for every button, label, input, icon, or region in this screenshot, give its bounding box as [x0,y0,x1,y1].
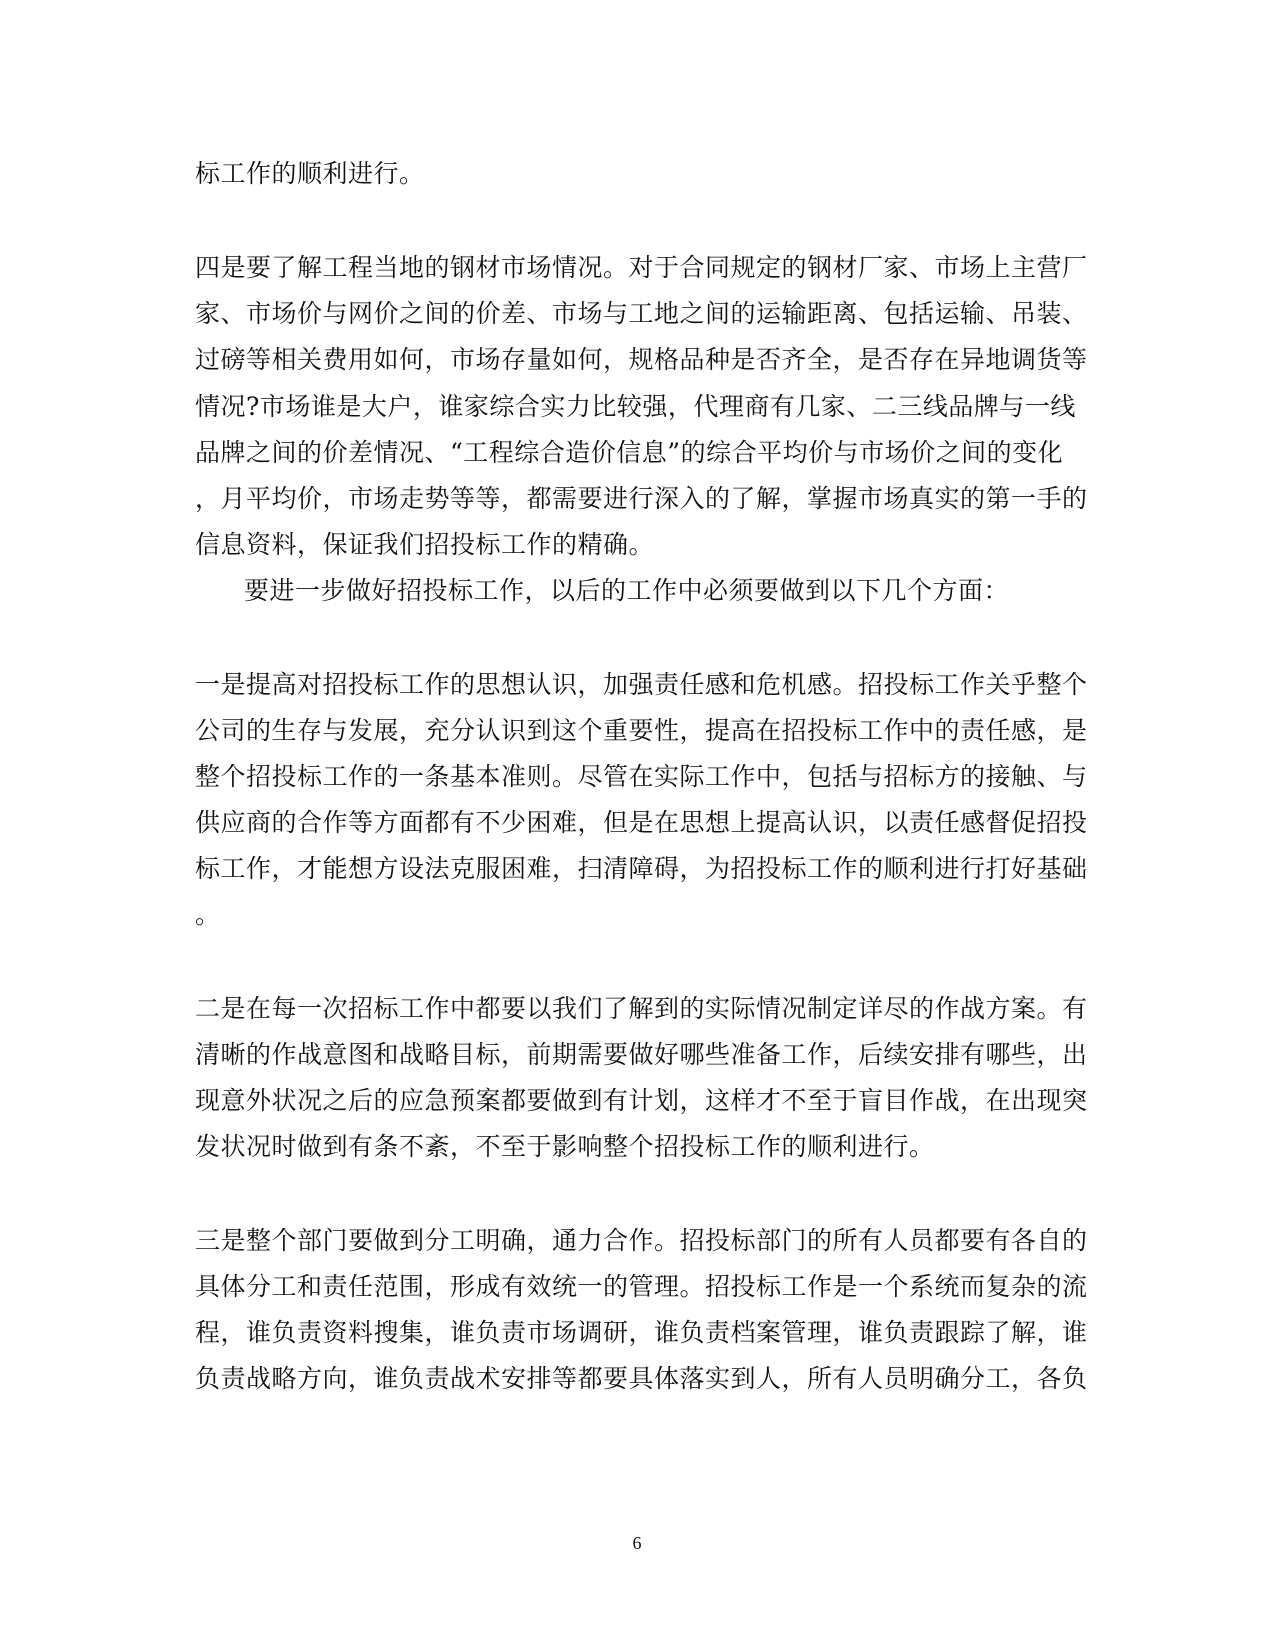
page-number: 6 [632,1533,642,1553]
text-line: 程，谁负责资料搜集，谁负责市场调研，谁负责档案管理，谁负责跟踪了解，谁 [195,1318,1088,1347]
text-line: 具体分工和责任范围，形成有效统一的管理。招投标工作是一个系统而复杂的流 [195,1272,1088,1301]
text-line: 供应商的合作等方面都有不少困难，但是在思想上提高认识，以责任感督促招投 [195,808,1088,837]
text-line: 三是整个部门要做到分工明确，通力合作。招投标部门的所有人员都要有各自的 [195,1226,1088,1255]
text-line: 公司的生存与发展，充分认识到这个重要性，提高在招投标工作中的责任感，是 [195,716,1088,745]
text-line: 过磅等相关费用如何，市场存量如何，规格品种是否齐全，是否存在异地调货等 [195,345,1088,374]
text-line: 品牌之间的价差情况、“工程综合造价信息”的综合平均价与市场价之间的变化 [195,438,1064,467]
text-line: 标工作，才能想方设法克服困难，扫清障碍，为招投标工作的顺利进行打好基础 [195,854,1088,883]
text-line: 清晰的作战意图和战略目标，前期需要做好哪些准备工作，后续安排有哪些，出 [195,1040,1088,1069]
text-line: 现意外状况之后的应急预案都要做到有计划，这样才不至于盲目作战，在出现突 [195,1086,1088,1115]
text-line: 负责战略方向，谁负责战术安排等都要具体落实到人，所有人员明确分工，各负 [195,1364,1088,1393]
text-line: 。 [195,900,221,929]
text-line: 发状况时做到有条不紊，不至于影响整个招投标工作的顺利进行。 [195,1132,935,1161]
text-line: 四是要了解工程当地的钢材市场情况。对于合同规定的钢材厂家、市场上主营厂 [195,253,1088,282]
text-line: 整个招投标工作的一条基本准则。尽管在实际工作中，包括与招标方的接触、与 [195,762,1088,791]
text-line: 标工作的顺利进行。 [195,159,425,188]
text-line: 一是提高对招投标工作的思想认识，加强责任感和危机感。招投标工作关乎整个 [195,670,1088,699]
text-line: 要进一步做好招投标工作，以后的工作中必须要做到以下几个方面： [244,576,1010,605]
text-line: 家、市场价与网价之间的价差、市场与工地之间的运输距离、包括运输、吊装、 [195,299,1088,328]
text-line: 情况?市场谁是大户，谁家综合实力比较强，代理商有几家、二三线品牌与一线 [195,392,1076,421]
text-line: 信息资料，保证我们招投标工作的精确。 [195,530,655,559]
text-line: ，月平均价，市场走势等等，都需要进行深入的了解，掌握市场真实的第一手的 [195,484,1088,513]
text-line: 二是在每一次招标工作中都要以我们了解到的实际情况制定详尽的作战方案。有 [195,994,1088,1023]
